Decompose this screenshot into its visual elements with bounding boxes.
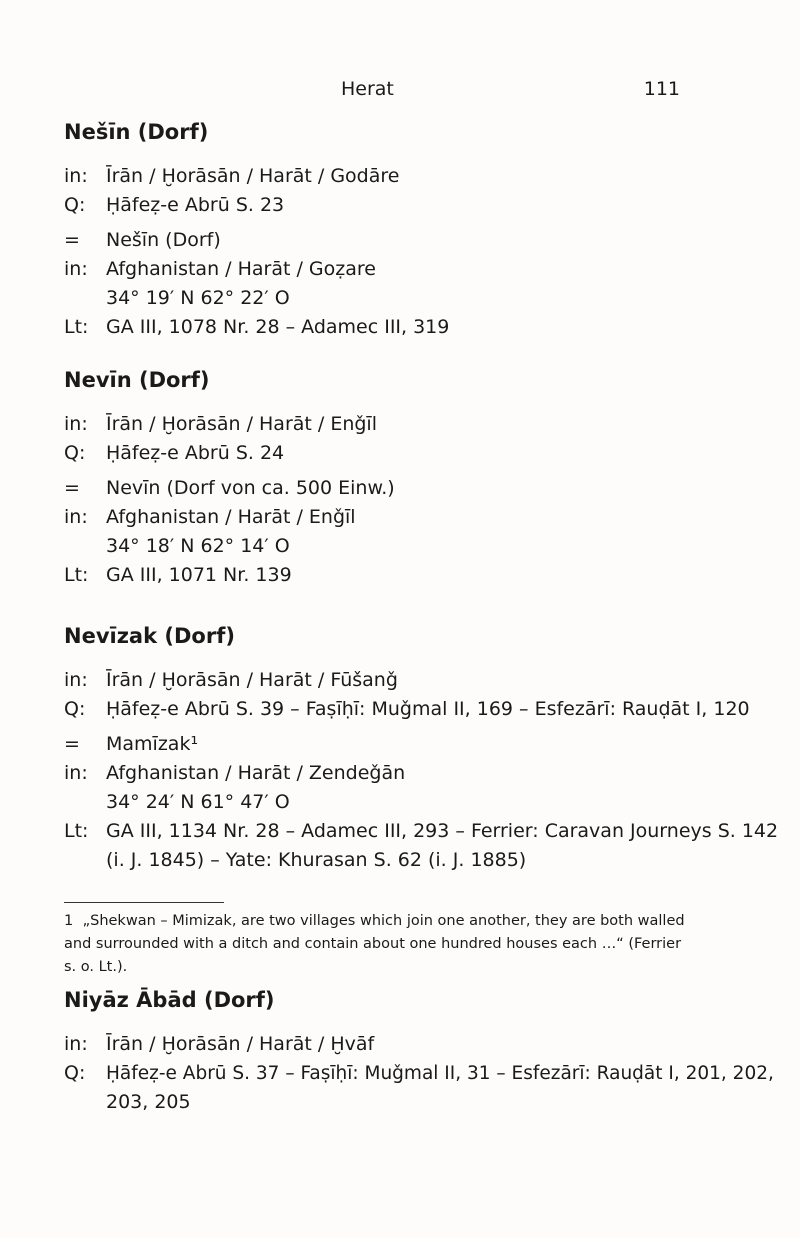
entry-title: Niyāz Ābād (Dorf) xyxy=(64,988,275,1012)
entry-nesin xyxy=(64,116,724,342)
entry-line xyxy=(64,788,724,817)
line-text: Ḥāfeẓ-e Abrū S. 23 xyxy=(106,194,285,216)
entry-line xyxy=(64,695,750,724)
line-tag: in: xyxy=(64,762,88,784)
footnote-divider xyxy=(64,902,224,903)
line-tag: = xyxy=(64,477,80,499)
entry-line xyxy=(64,162,724,191)
entry-line xyxy=(64,226,724,255)
line-tag: Q: xyxy=(64,698,86,720)
line-tag: Q: xyxy=(64,442,86,464)
entry-line xyxy=(64,255,724,284)
entry-line xyxy=(64,730,724,759)
line-text: Īrān / Ḫorāsān / Harāt / Fūšanǧ xyxy=(106,669,398,691)
line-tag: in: xyxy=(64,413,88,435)
line-text: GA III, 1078 Nr. 28 – Adamec III, 319 xyxy=(106,316,450,338)
entry-line xyxy=(64,817,779,846)
line-tag: Q: xyxy=(64,194,86,216)
line-text: Īrān / Ḫorāsān / Harāt / Enǧīl xyxy=(106,413,377,435)
line-tag: = xyxy=(64,229,80,251)
entry-nevin xyxy=(64,364,724,590)
line-text: Īrān / Ḫorāsān / Harāt / Godāre xyxy=(106,165,400,187)
line-text: Nešīn (Dorf) xyxy=(106,229,221,251)
line-tag: in: xyxy=(64,165,88,187)
entry-line xyxy=(64,313,724,342)
line-text: Ḥāfeẓ-e Abrū S. 39 – Faṣīḥī: Muǧmal II, 169 – Esfezārī: Rauḍāt I, 120 xyxy=(106,698,750,720)
entry-niyaz-abad xyxy=(64,984,774,1117)
entry-line xyxy=(64,474,724,503)
entry-line xyxy=(64,503,724,532)
entry-line xyxy=(64,439,724,468)
entry-line xyxy=(64,410,724,439)
line-tag: Lt: xyxy=(64,820,89,842)
entry-nevizak xyxy=(64,620,779,875)
line-text: Ḥāfeẓ-e Abrū S. 24 xyxy=(106,442,285,464)
line-text: 34° 19′ N 62° 22′ O xyxy=(106,287,290,309)
line-tag: = xyxy=(64,733,80,755)
line-tag: in: xyxy=(64,1033,88,1055)
entry-line xyxy=(64,666,724,695)
page-header xyxy=(64,78,680,104)
line-tag: Q: xyxy=(64,1062,86,1084)
footnote xyxy=(64,910,694,979)
entry-line xyxy=(64,846,724,875)
entry-line xyxy=(64,1030,724,1059)
line-text: 34° 24′ N 61° 47′ O xyxy=(106,791,290,813)
entry-line xyxy=(64,532,724,561)
line-text: Ḥāfeẓ-e Abrū S. 37 – Faṣīḥī: Muǧmal II, 31 – Esfezārī: Rauḍāt I, 201, 202, xyxy=(106,1063,774,1084)
line-text: 34° 18′ N 62° 14′ O xyxy=(106,535,290,557)
line-text: Mamīzak¹ xyxy=(106,733,199,755)
line-tag: in: xyxy=(64,506,88,528)
line-text: GA III, 1071 Nr. 139 xyxy=(106,564,292,586)
entry-line xyxy=(64,1059,774,1088)
entry-title: Nešīn (Dorf) xyxy=(64,120,209,144)
line-text: (i. J. 1845) – Yate: Khurasan S. 62 (i. J. 1885) xyxy=(106,849,527,871)
entry-line xyxy=(64,284,724,313)
line-text: 203, 205 xyxy=(106,1091,191,1113)
line-tag: Lt: xyxy=(64,564,89,586)
line-tag: Lt: xyxy=(64,316,89,338)
entry-title: Nevīn (Dorf) xyxy=(64,368,210,392)
entry-line xyxy=(64,561,724,590)
line-text: Nevīn (Dorf von ca. 500 Einw.) xyxy=(106,477,395,499)
entry-title: Nevīzak (Dorf) xyxy=(64,624,235,648)
entry-line xyxy=(64,191,724,220)
line-text: Afghanistan / Harāt / Goẓare xyxy=(106,258,376,280)
line-text: Afghanistan / Harāt / Zendeǧān xyxy=(106,762,406,784)
entry-line xyxy=(64,1088,724,1117)
line-tag: in: xyxy=(64,669,88,691)
page-number: 111 xyxy=(643,78,680,100)
running-title: Herat xyxy=(341,78,394,100)
line-text: Īrān / Ḫorāsān / Harāt / Ḫvāf xyxy=(106,1033,375,1055)
line-tag: in: xyxy=(64,258,88,280)
footnote-text: „Shekwan – Mimizak, are two villages which join one another, they are both walled and surrounded with a ditch and contain about one hundred houses each …“ (Ferrier s. o. Lt.). xyxy=(64,913,685,975)
entry-line xyxy=(64,759,724,788)
line-text: Afghanistan / Harāt / Enǧīl xyxy=(106,506,356,528)
footnote-number: 1 xyxy=(64,913,74,929)
line-text: GA III, 1134 Nr. 28 – Adamec III, 293 – Ferrier: Caravan Journeys S. 142 xyxy=(106,820,779,842)
